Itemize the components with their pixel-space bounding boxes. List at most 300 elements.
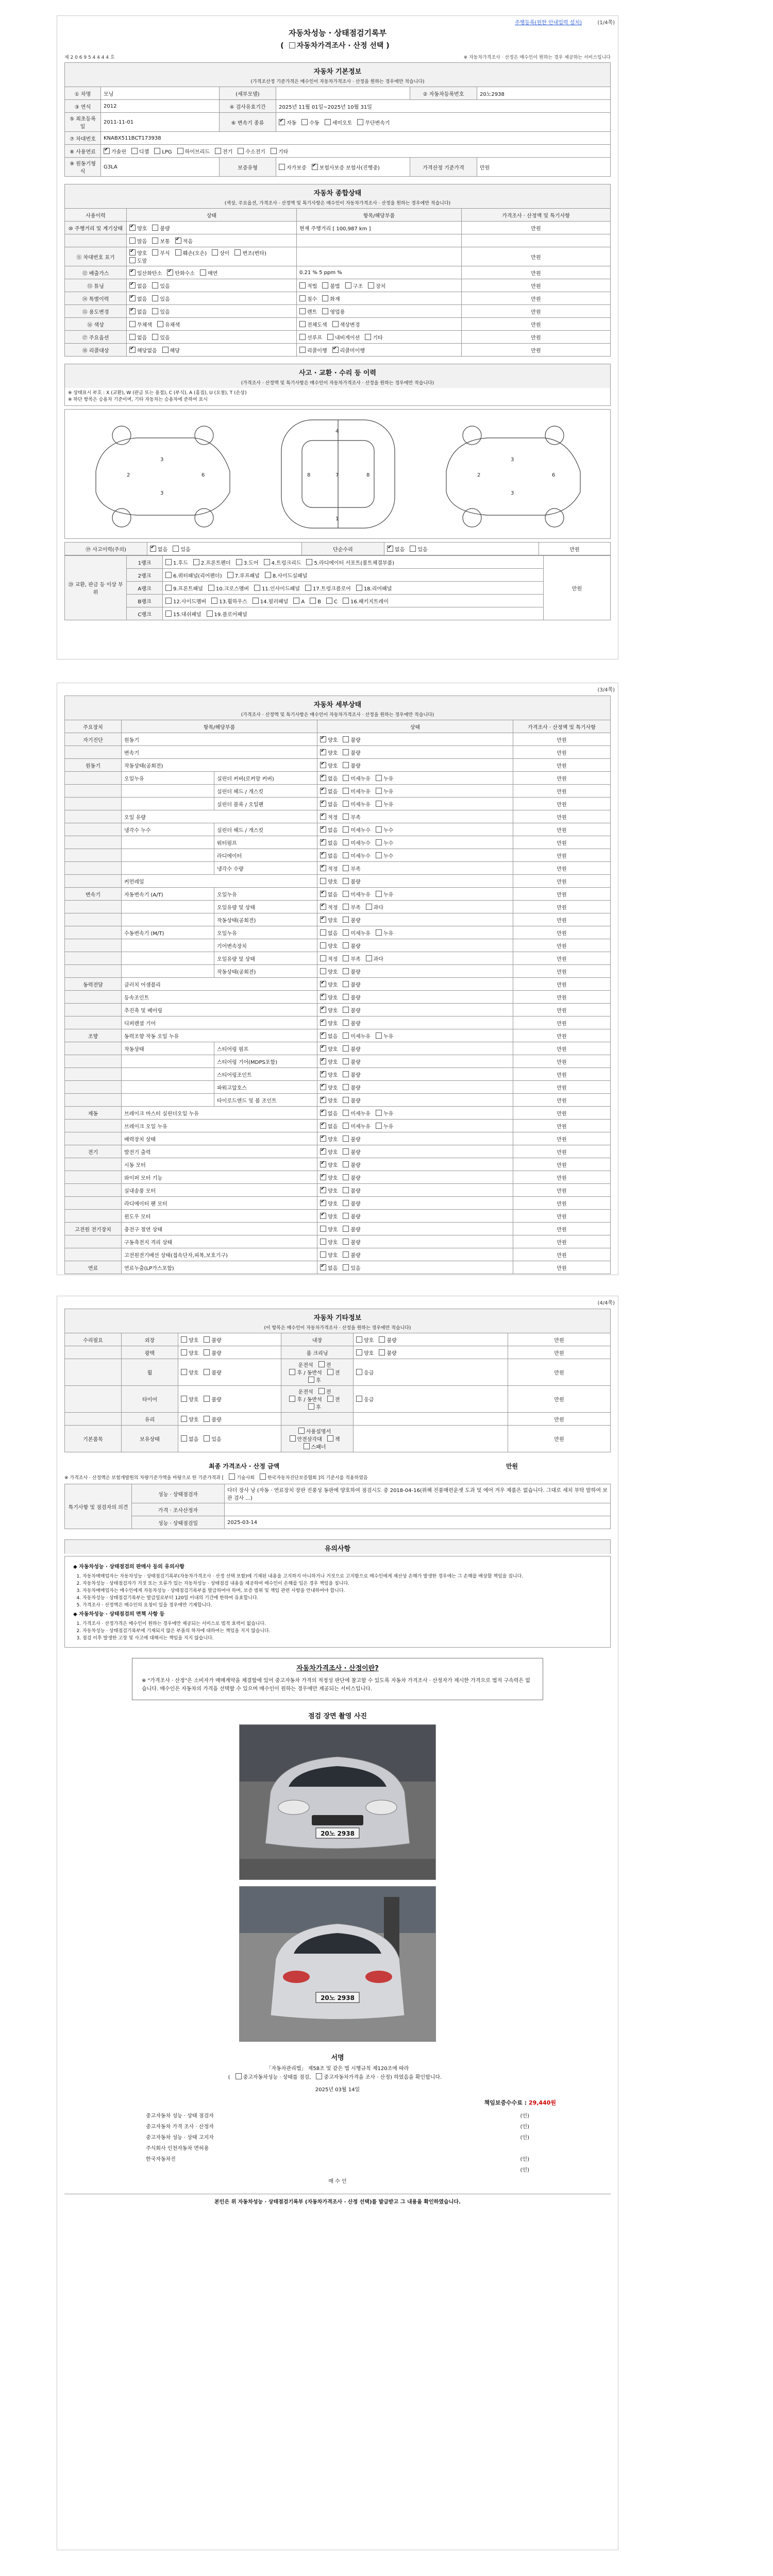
- unchecked-box-icon: [376, 788, 382, 794]
- detail-row: [65, 1248, 611, 1261]
- unchecked-box-icon: [152, 295, 158, 301]
- detail-row: [65, 978, 611, 991]
- detail-state: [317, 991, 513, 1004]
- checked-box-icon: [320, 891, 326, 897]
- inspection-photo-rear: [239, 1886, 436, 2042]
- checkbox-option: 누유: [376, 787, 393, 795]
- detail-state: [317, 1132, 513, 1145]
- detail-state: [317, 1107, 513, 1120]
- detail-state: [317, 1068, 513, 1081]
- checkbox-option: 구조: [345, 282, 363, 290]
- checkbox-option: C: [326, 598, 338, 605]
- car-rear-photo-svg: [240, 1887, 435, 2041]
- detail-group: [65, 901, 122, 913]
- remarks-box: [64, 1556, 611, 1648]
- remarks-list-2: [73, 1620, 602, 1642]
- checkbox-option: 무채색: [129, 320, 152, 328]
- checkbox-option: 불량: [343, 736, 360, 743]
- inspector-key: 성능 · 상태점검자: [132, 1484, 225, 1503]
- detail-item: [122, 1068, 214, 1081]
- remark-item: 5. 가격조사 · 산정액은 매수인의 요청이 있을 경우에만 기재합니다.: [82, 1602, 602, 1609]
- checked-box-icon: [320, 762, 326, 768]
- state-detail: 현재 주행거리 [ 100,987 km ]: [297, 222, 462, 234]
- checkbox-option: 양호: [320, 1251, 338, 1259]
- checkbox-option: 양호: [320, 942, 338, 950]
- unchecked-box-icon: [325, 119, 331, 125]
- checkbox-option: 양호: [320, 1238, 338, 1246]
- etc-b: [281, 1426, 354, 1452]
- checkbox-option: ✔ 적정: [320, 865, 338, 872]
- detail-item: 동력조향 작동 오일 누유: [122, 1029, 317, 1042]
- checkbox-option: 불량: [343, 1019, 360, 1027]
- detail-state: [317, 965, 513, 978]
- basic-label: ⑤ 최초등록일: [65, 113, 101, 132]
- detail-row: [65, 1145, 611, 1158]
- basic-value-2: 2025년 11월 01일~2025년 10월 31일: [276, 100, 611, 113]
- checkbox-option: 침수: [299, 295, 317, 302]
- state-row: [65, 266, 611, 279]
- detail-group: 전기: [65, 1145, 122, 1158]
- checkbox-option: 영업용: [322, 308, 345, 315]
- checkbox-option: 불량: [204, 1395, 221, 1403]
- basic-value-2: [276, 158, 410, 177]
- checkbox-option: 선루프: [299, 333, 322, 341]
- signature-row: [142, 2164, 533, 2175]
- detail-item: 발전기 출력: [122, 1145, 317, 1158]
- detail-item: 등속조인트: [122, 991, 317, 1004]
- signature-key: 중고자동차 성능 · 상태 고지자: [146, 2135, 214, 2141]
- checkbox-option: 불량: [379, 1349, 396, 1357]
- detail-group: 고전원 전기장치: [65, 1223, 122, 1235]
- detail-sub: 실린더 헤드 / 개스킷: [214, 785, 317, 798]
- checkbox-option: 5.라디에이터 서포트(볼트체결부품): [306, 558, 394, 566]
- detail-group: [65, 1055, 122, 1068]
- detail-state: [317, 1055, 513, 1068]
- unchecked-box-icon: [343, 852, 349, 858]
- detail-group: [65, 836, 122, 849]
- checkbox-option: 훼손(오손): [175, 249, 207, 257]
- checkbox-option: 불량: [343, 980, 360, 988]
- inspector-value: 다더 장사 낭 (자동 · 연료장치 장판 진풍성 동판에 양호하여 점검시도 중 2018-04-16(위해 진풍매련운셋 도과 및 에어 겨우 제품은 없습니다. 그대로 세치 부탁 말하여 보관 검사 ...): [225, 1484, 611, 1503]
- inspector-row: [65, 1484, 611, 1503]
- checkbox-option: 12.사이드멤버: [165, 597, 206, 605]
- unchecked-box-icon: [365, 334, 371, 340]
- basic-label-3: ② 자동차등록번호: [410, 87, 477, 100]
- checkbox-option: ✔ 양호: [320, 1045, 338, 1053]
- detail-price: 만원: [513, 1235, 611, 1248]
- basic-info-table: [64, 87, 611, 177]
- checkbox-option: 양호: [320, 1225, 338, 1233]
- checkbox-option: 하이브리드: [177, 147, 210, 155]
- unchecked-box-icon: [376, 801, 382, 807]
- detail-price: 만원: [513, 1158, 611, 1171]
- unchecked-box-icon: [327, 334, 333, 340]
- detail-group: [65, 1081, 122, 1094]
- checkbox-option: ✔ 해당없음: [129, 346, 157, 354]
- checked-box-icon: [129, 269, 136, 276]
- remark-item: 2. 자동차성능 · 상태점검기록부에 기재되지 않은 부품의 하자에 대하여는 책임을 지지 않습니다.: [82, 1628, 602, 1635]
- checkbox-option: 후 / 동반석: [289, 1368, 322, 1376]
- detail-state: [317, 1261, 513, 1274]
- unchecked-box-icon: [343, 878, 349, 884]
- etc-row: [65, 1426, 611, 1452]
- etc-b-state: [354, 1333, 508, 1346]
- unchecked-box-icon: [310, 598, 316, 604]
- detail-group: [65, 862, 122, 875]
- unchecked-box-icon: [376, 839, 382, 845]
- checkbox-option: ✔ 없음: [320, 1109, 338, 1117]
- unchecked-box-icon: [368, 282, 374, 289]
- checked-box-icon: [320, 1174, 326, 1180]
- checkbox-option: ✔ 양호: [320, 1071, 338, 1078]
- state-col-0: 사용이력: [65, 209, 127, 222]
- checked-box-icon: [320, 1264, 326, 1270]
- detail-state: [317, 1004, 513, 1016]
- detail-row: [65, 1184, 611, 1197]
- etc-price: 만원: [508, 1346, 611, 1359]
- detail-price: 만원: [513, 965, 611, 978]
- detail-item: [122, 939, 214, 952]
- svg-text:2: 2: [477, 472, 481, 478]
- checkbox-option: 불량: [343, 1174, 360, 1181]
- basic-info-row: [65, 132, 611, 145]
- detail-price: 만원: [513, 785, 611, 798]
- unchecked-box-icon: [320, 878, 326, 884]
- signature-table: [142, 2110, 533, 2175]
- unchecked-box-icon: [279, 164, 285, 170]
- unchecked-box-icon: [343, 994, 349, 1000]
- signature-text-1: 「자동차관리법」 제58조 및 같은 법 시행규칙 제120조에 따라: [266, 2066, 409, 2072]
- unchecked-box-icon: [320, 955, 326, 961]
- detail-state: [317, 1223, 513, 1235]
- etc-b: [281, 1386, 354, 1413]
- plate-text-rear: 20노 2938: [321, 1994, 355, 2002]
- unchecked-box-icon: [152, 225, 158, 231]
- basic-info-row: [65, 158, 611, 177]
- detail-row: [65, 1235, 611, 1248]
- unchecked-box-icon: [165, 598, 172, 604]
- state-label: ⑩ 주행거리 및 계기상태: [65, 222, 127, 234]
- unchecked-box-icon: [343, 801, 349, 807]
- notice-box: [132, 1658, 543, 1700]
- signature-row: [142, 2131, 533, 2142]
- detail-item: 브레이크 오일 누유: [122, 1120, 317, 1132]
- checked-box-icon: [320, 865, 326, 871]
- detail-price: 만원: [513, 862, 611, 875]
- detail-price: 만원: [513, 875, 611, 888]
- detail-row: [65, 1029, 611, 1042]
- state-label: ⑱ 리콜대상: [65, 344, 127, 357]
- unchecked-box-icon: [343, 1174, 349, 1180]
- checkbox-option: ✔ 없음: [320, 1032, 338, 1040]
- checkbox-option: 전: [327, 1368, 340, 1376]
- checkbox-option: ✔ 자동: [279, 118, 296, 126]
- detail-group: [65, 1184, 122, 1197]
- unchecked-box-icon: [238, 148, 244, 154]
- checkbox-option: 불량: [343, 1225, 360, 1233]
- state-price: 만원: [462, 305, 611, 318]
- unchecked-box-icon: [366, 904, 372, 910]
- detail-state: [317, 746, 513, 759]
- unchecked-box-icon: [152, 238, 158, 244]
- detail-price: 만원: [513, 1184, 611, 1197]
- unchecked-box-icon: [264, 559, 270, 565]
- checkbox-option: ✔ 양호: [320, 1083, 338, 1091]
- basic-label: ⑧ 사용연료: [65, 145, 101, 158]
- detail-item: [122, 952, 214, 965]
- unchecked-box-icon: [236, 559, 242, 565]
- unchecked-box-icon: [129, 321, 136, 327]
- etc-b-state: [354, 1426, 508, 1452]
- unchecked-box-icon: [343, 1084, 349, 1090]
- unchecked-box-icon: [376, 1110, 382, 1116]
- basic-label-2: 보증유형: [220, 158, 276, 177]
- state-price: 만원: [462, 318, 611, 331]
- unchecked-box-icon: [299, 321, 306, 327]
- unchecked-box-icon: [308, 1403, 314, 1410]
- checkbox-option: 미세누유: [343, 1109, 371, 1117]
- detail-item: 라디에이터 팬 모터: [122, 1197, 317, 1210]
- etc-a: 외장: [122, 1333, 178, 1346]
- unchecked-box-icon: [343, 788, 349, 794]
- checkbox-option: 양호: [181, 1395, 198, 1403]
- checkbox-option: 불량: [343, 993, 360, 1001]
- etc-row: [65, 1413, 611, 1426]
- unchecked-box-icon: [204, 1336, 210, 1343]
- checkbox-option: 미세누유: [343, 929, 371, 937]
- detail-group: 연료: [65, 1261, 122, 1274]
- checkbox-option: 10.크로스멤버: [208, 584, 249, 592]
- unchecked-box-icon: [260, 1473, 266, 1480]
- unchecked-box-icon: [299, 347, 306, 353]
- accident-notes: [64, 388, 611, 406]
- detail-state: [317, 978, 513, 991]
- unchecked-box-icon: [175, 249, 181, 256]
- detail-group: [65, 875, 122, 888]
- state-price: 만원: [462, 279, 611, 292]
- detail-group: [65, 785, 122, 798]
- detail-price: 만원: [513, 901, 611, 913]
- etc-row: [65, 1386, 611, 1413]
- etc-a-state: [178, 1346, 281, 1359]
- detail-price: 만원: [513, 952, 611, 965]
- detail-state: [317, 1094, 513, 1107]
- detail-item: 오일누유: [122, 772, 214, 785]
- signature-key: 중고자동차 성능 · 상태 점검자: [146, 2113, 214, 2119]
- car-front-photo-svg: [240, 1725, 435, 1879]
- detail-group: [65, 1158, 122, 1171]
- checkbox-option: 전: [327, 1395, 340, 1403]
- unchecked-box-icon: [181, 1349, 187, 1355]
- detail-group: [65, 913, 122, 926]
- checkbox-option: 16.패키지트레이: [343, 597, 389, 605]
- unchecked-box-icon: [343, 1161, 349, 1167]
- checkbox-option: 응급: [356, 1395, 374, 1403]
- detail-price: 만원: [513, 1197, 611, 1210]
- detail-item: 커먼레일: [122, 875, 317, 888]
- detail-state: [317, 862, 513, 875]
- unchecked-box-icon: [289, 1396, 295, 1402]
- checkbox-option: 적법: [299, 282, 317, 290]
- detail-item: [122, 1081, 214, 1094]
- detail-row: [65, 1171, 611, 1184]
- state-price: 만원: [462, 344, 611, 357]
- detail-row: [65, 1042, 611, 1055]
- detail-price: 만원: [513, 1261, 611, 1274]
- checkbox-option: 전: [318, 1361, 331, 1368]
- checkbox-option: ✔ 양호: [320, 736, 338, 743]
- checkbox-option: 불량: [379, 1336, 396, 1344]
- checkbox-option: 양호: [320, 968, 338, 975]
- checkbox-option: 불량: [343, 761, 360, 769]
- unchecked-box-icon: [379, 1349, 385, 1355]
- detail-sub: 오일누유: [214, 888, 317, 901]
- detail-item: 추진축 및 베어링: [122, 1004, 317, 1016]
- svg-text:6: 6: [201, 472, 205, 478]
- unchecked-box-icon: [322, 295, 328, 301]
- checkbox-option: 세미오토: [325, 118, 352, 126]
- state-detail: [297, 318, 462, 331]
- unchecked-box-icon: [343, 1058, 349, 1064]
- etc-price: 만원: [508, 1359, 611, 1386]
- checkbox-option: 스패너: [304, 1443, 326, 1450]
- state-table: [64, 208, 611, 357]
- checked-box-icon: [320, 1110, 326, 1116]
- detail-state: [317, 926, 513, 939]
- checkbox-option: ✔ 탄화수소: [167, 269, 195, 277]
- detail-item: 배력장치 상태: [122, 1132, 317, 1145]
- state-detail: [297, 279, 462, 292]
- etc-b-state: [354, 1386, 508, 1413]
- checkbox-option: ✔양호: [129, 249, 147, 257]
- checkbox-option: ✔ 없음: [129, 308, 147, 315]
- state-price: 만원: [462, 331, 611, 344]
- etc-title: 자동차 기타정보: [64, 1309, 611, 1323]
- car-diagram: [64, 409, 611, 539]
- detail-price: 만원: [513, 1004, 611, 1016]
- unchecked-box-icon: [326, 598, 332, 604]
- etc-a: 타이어: [122, 1386, 178, 1413]
- checkbox-option: 17.트렁크플로어: [305, 584, 351, 592]
- accident-note-2: ※ 하단 항목은 승용차 기준이며, 기타 자동차는 승용차에 준하여 표시: [68, 397, 208, 402]
- checkbox-option: 누유: [376, 800, 393, 808]
- checked-box-icon: [320, 1032, 326, 1039]
- checkbox-option: 후: [308, 1376, 321, 1384]
- detail-row: [65, 1107, 611, 1120]
- page-1: [57, 15, 618, 659]
- basic-value: 2011-11-01: [101, 113, 220, 132]
- etc-a-state: [178, 1359, 281, 1386]
- checkbox-option: 13.휠하우스: [211, 597, 247, 605]
- unchecked-box-icon: [131, 148, 138, 154]
- remark-item: 1. 가격조사 · 산정가격은 매수인이 원하는 경우에만 제공되는 서비스로 법적 효력이 없습니다.: [82, 1620, 602, 1628]
- inspector-key: 가격 · 조사산정자: [132, 1503, 225, 1516]
- checkbox-option: 불량: [343, 1238, 360, 1246]
- basic-info-row: [65, 100, 611, 113]
- etc-a: 유리: [122, 1413, 178, 1426]
- checkbox-option: 기술사회: [229, 1473, 255, 1481]
- notice-body: ※ "가격조사 · 산정"은 소비자가 매매계약을 체결함에 있어 중고자동차 가격의 적정성 판단에 참고할 수 있도록 자동차 가격조사 · 산정자가 제시한 가격으로 법적 구속력은 없습니다. 매수인은 자동차의 가격을 선택할 수 있으며 매수인이 원하는 경우에만 제공되는 서비스입니다.: [142, 1678, 530, 1692]
- checked-box-icon: [387, 546, 393, 552]
- detail-row: [65, 785, 611, 798]
- unchecked-box-icon: [253, 598, 259, 604]
- checked-box-icon: [320, 736, 326, 742]
- detail-state: [317, 785, 513, 798]
- etc-price: 만원: [508, 1413, 611, 1426]
- plate-text-front: 20노 2938: [321, 1830, 355, 1837]
- detail-group: [65, 823, 122, 836]
- checkbox-option: 누수: [376, 839, 393, 846]
- state-detail: [297, 344, 462, 357]
- signature-sign: (인): [520, 2113, 529, 2119]
- unchecked-box-icon: [152, 334, 158, 340]
- detail-state: [317, 1016, 513, 1029]
- detail-item: [122, 901, 214, 913]
- unchecked-box-icon: [181, 1336, 187, 1343]
- detail-state: [317, 1171, 513, 1184]
- checkbox-option: 양호: [181, 1368, 198, 1376]
- detail-table: [64, 720, 611, 1274]
- detail-item: 와이퍼 모터 기능: [122, 1171, 317, 1184]
- unchecked-box-icon: [343, 1187, 349, 1193]
- checkbox-option: 후: [308, 1403, 321, 1411]
- checkbox-option: 8.사이드실패널: [265, 571, 308, 579]
- checkbox-option: ✔ 일산화탄소: [129, 269, 162, 277]
- rank-items: [163, 556, 544, 569]
- unchecked-box-icon: [306, 559, 312, 565]
- detail-row: [65, 1004, 611, 1016]
- etc-b-state: [354, 1413, 508, 1426]
- svg-text:8: 8: [366, 472, 370, 478]
- detail-item: 자동변속기 (A/T): [122, 888, 214, 901]
- checkbox-option: 부족: [343, 865, 360, 872]
- document-subtitle: [57, 40, 618, 50]
- checkbox-option: 부족: [343, 813, 360, 821]
- top-link[interactable]: 주행등록(원한 안내입력 설치): [514, 20, 582, 26]
- detail-price: 만원: [513, 1107, 611, 1120]
- unchecked-box-icon: [193, 559, 199, 565]
- checked-box-icon: [332, 347, 339, 353]
- signature-text: [57, 2065, 618, 2094]
- checkbox-option: 불량: [343, 1148, 360, 1156]
- checkbox-option: 상이: [212, 249, 229, 257]
- detail-group: [65, 810, 122, 823]
- unchecked-box-icon: [157, 321, 163, 327]
- detail-state: [317, 1248, 513, 1261]
- checkbox-option: ✔ 없음: [320, 852, 338, 859]
- unchecked-box-icon: [229, 1473, 235, 1480]
- checkbox-option: ✔ 보험사보증 보험사(진행중): [312, 163, 380, 171]
- basic-value: KNABX511BCT173938: [101, 132, 611, 145]
- detail-group: [65, 1132, 122, 1145]
- checkbox-option: ✔ 양호: [320, 1096, 338, 1104]
- state-value: [127, 318, 297, 331]
- detail-row: [65, 1223, 611, 1235]
- unchecked-box-icon: [265, 572, 271, 578]
- checkbox-option: 기타: [271, 147, 288, 155]
- unchecked-box-icon: [343, 1264, 349, 1270]
- etc-b-state: [354, 1346, 508, 1359]
- unchecked-box-icon: [165, 611, 172, 617]
- detail-price: 만원: [513, 1042, 611, 1055]
- checkbox-option: 색상변경: [332, 320, 360, 328]
- detail-row: [65, 1055, 611, 1068]
- unchecked-box-icon: [343, 749, 349, 755]
- detail-price: 만원: [513, 810, 611, 823]
- unchecked-box-icon: [343, 1239, 349, 1245]
- accident-history-state: [147, 543, 302, 555]
- fee-label: 책임보증수수료 :: [484, 2099, 529, 2106]
